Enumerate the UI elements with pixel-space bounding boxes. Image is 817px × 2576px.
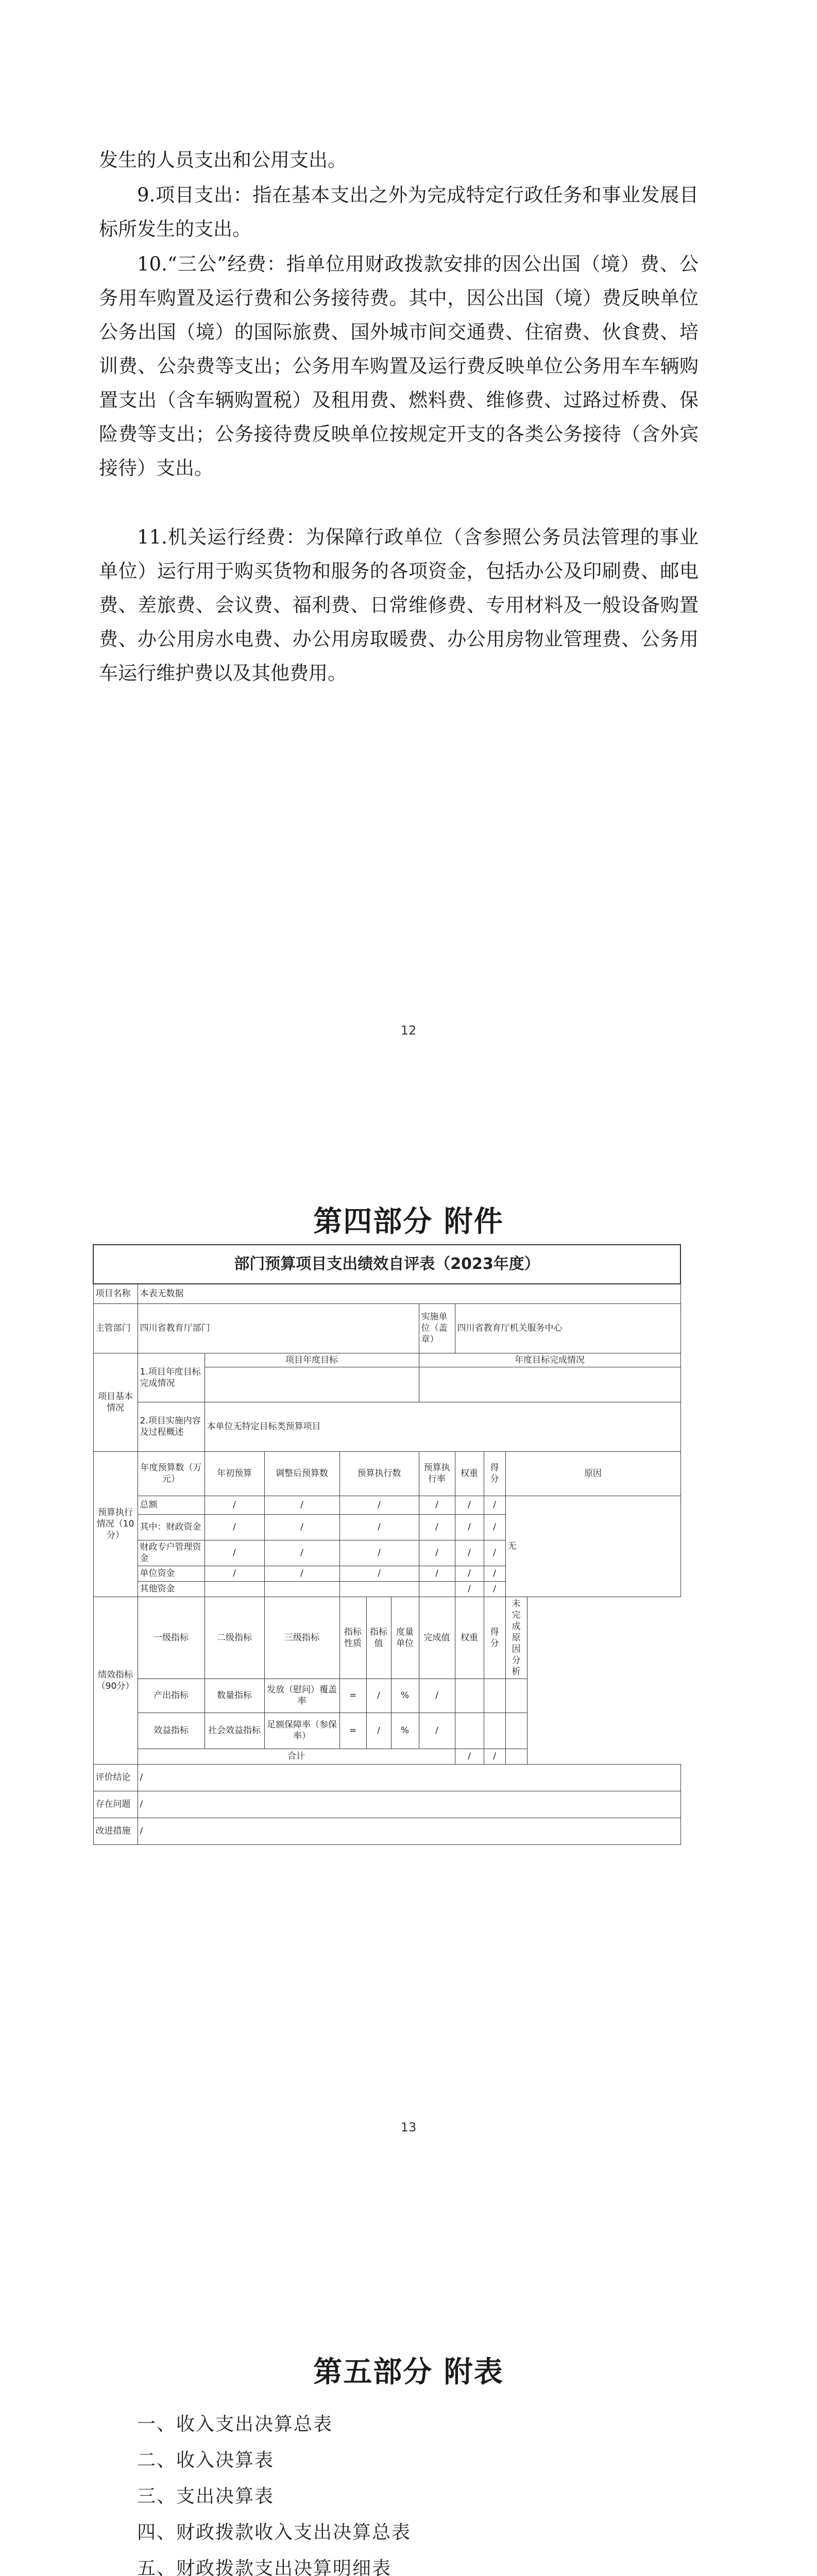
content-label: 2.项目实施内容及过程概述 — [138, 1402, 205, 1451]
budget-cell — [419, 1581, 455, 1597]
perf-cell: 发放（慰问）覆盖率 — [264, 1679, 339, 1713]
budget-cell: / — [264, 1496, 339, 1514]
budget-cell: / — [484, 1581, 505, 1597]
annex-item: 四、财政拨款收入支出决算总表 — [137, 2522, 412, 2543]
budget-cell: / — [419, 1566, 455, 1581]
budget-cell: / — [484, 1514, 505, 1540]
page-14 — [0, 2312, 817, 2576]
performance-self-evaluation-table — [93, 1244, 681, 1845]
budget-cell: / — [484, 1566, 505, 1581]
project-name-value: 本表无数据 — [138, 1284, 680, 1303]
budget-row-label: 其他资金 — [138, 1581, 205, 1597]
dept-label: 主管部门 — [93, 1303, 138, 1353]
annex-item: 五、财政拨款支出决算明细表 — [137, 2558, 392, 2576]
issue-label: 存在问题 — [93, 1791, 138, 1818]
budget-cell: / — [484, 1496, 505, 1514]
budget-header: 原因 — [505, 1451, 680, 1496]
perf-cell: 数量指标 — [205, 1679, 264, 1713]
eval-conclusion-label: 评价结论 — [93, 1764, 138, 1791]
budget-cell: / — [264, 1566, 339, 1581]
goal-done-cell — [419, 1367, 680, 1402]
budget-cell: / — [339, 1566, 419, 1581]
perf-cell: 社会效益指标 — [205, 1713, 264, 1749]
perf-cell: % — [391, 1713, 419, 1749]
goal-label: 1.项目年度目标完成情况 — [138, 1353, 205, 1402]
perf-cell: / — [419, 1679, 455, 1713]
perf-cell: 产出指标 — [138, 1679, 205, 1713]
perf-header: 二级指标 — [205, 1597, 264, 1679]
perf-header: 完成值 — [419, 1597, 455, 1679]
budget-cell: / — [339, 1540, 419, 1566]
perf-cell: / — [366, 1679, 391, 1713]
budget-cell: / — [419, 1514, 455, 1540]
goal-col-done: 年度目标完成情况 — [419, 1353, 680, 1367]
perf-cell: 效益指标 — [138, 1713, 205, 1749]
impl-label: 实施单位（盖章） — [419, 1303, 455, 1353]
budget-cell: / — [455, 1514, 484, 1540]
page-13 — [0, 1156, 817, 2312]
budget-cell: / — [205, 1566, 264, 1581]
perf-header: 三级指标 — [264, 1597, 339, 1679]
budget-cell — [205, 1581, 264, 1597]
budget-cell: / — [484, 1540, 505, 1566]
budget-header: 权重 — [455, 1451, 484, 1496]
budget-cell: / — [455, 1581, 484, 1597]
measure-label: 改进措施 — [93, 1818, 138, 1844]
budget-cell — [264, 1581, 339, 1597]
budget-cell: / — [455, 1540, 484, 1566]
annex-item: 三、支出决算表 — [137, 2486, 275, 2507]
impl-value: 四川省教育厅机关服务中心 — [455, 1303, 680, 1353]
budget-cell: / — [339, 1514, 419, 1540]
budget-cell — [339, 1581, 419, 1597]
budget-cell: / — [264, 1540, 339, 1566]
budget-row-label: 财政专户管理资金 — [138, 1540, 205, 1566]
measure-value: / — [138, 1818, 680, 1844]
perf-header: 得分 — [484, 1597, 505, 1679]
perf-cell: / — [419, 1713, 455, 1749]
table-title: 部门预算项目支出绩效自评表（2023年度） — [93, 1245, 680, 1284]
perf-cell: = — [339, 1679, 366, 1713]
paragraph-item-9: 9.项目支出：指在基本支出之外为完成特定行政任务和事业发展目标所发生的支出。 — [99, 184, 699, 240]
part-title: 第五部分 附表 — [313, 2355, 504, 2389]
dept-value: 四川省教育厅部门 — [138, 1303, 419, 1353]
page-12 — [0, 0, 817, 1156]
annex-list — [137, 2406, 568, 2576]
annex-item: 一、收入支出决算总表 — [137, 2414, 333, 2435]
content-value: 本单位无特定目标类预算项目 — [205, 1402, 680, 1451]
budget-cell: / — [455, 1566, 484, 1581]
perf-cell: = — [339, 1713, 366, 1749]
budget-header: 年度预算数（万元） — [138, 1451, 205, 1496]
budget-cell: / — [419, 1496, 455, 1514]
goal-target-cell — [205, 1367, 419, 1402]
budget-label: 预算执行情况（10分） — [93, 1451, 138, 1597]
perf-cell — [455, 1679, 484, 1713]
budget-cell: / — [264, 1514, 339, 1540]
basic-info-label: 项目基本情况 — [93, 1353, 138, 1451]
perf-cell: % — [391, 1679, 419, 1713]
budget-cell: / — [205, 1540, 264, 1566]
part-title: 第四部分 附件 — [313, 1205, 504, 1239]
perf-cell — [455, 1713, 484, 1749]
budget-cell: / — [419, 1540, 455, 1566]
perf-header: 未完成原因分析 — [505, 1597, 527, 1679]
page-number: 12 — [400, 1023, 417, 1038]
budget-cell: / — [205, 1514, 264, 1540]
perf-header: 指标性质 — [339, 1597, 366, 1679]
perf-header: 度量单位 — [391, 1597, 419, 1679]
page-number: 13 — [400, 2120, 417, 2134]
total-label: 合计 — [138, 1749, 455, 1764]
perf-header: 权重 — [455, 1597, 484, 1679]
perf-cell: 足额保障率（参保率） — [264, 1713, 339, 1749]
paragraph-item-11: 11.机关运行经费：为保障行政单位（含参照公务员法管理的事业单位）运行用于购买货物和服务的各项资金，包括办公及印刷费、邮电费、差旅费、会议费、福利费、日常维修费、专用材料及一般设备购置费、办公用房水电费、办公用房取暖费、办公用房物业管理费、公务用车运行维护费以及其他费用。 — [99, 526, 699, 684]
budget-header: 年初预算 — [205, 1451, 264, 1496]
budget-header: 预算执行数 — [339, 1451, 419, 1496]
perf-cell — [484, 1713, 505, 1749]
project-name-label: 项目名称 — [93, 1284, 138, 1303]
budget-cell: / — [455, 1496, 484, 1514]
budget-row-label: 其中：财政资金 — [138, 1514, 205, 1540]
paragraph-continuation: 发生的人员支出和公用支出。 — [99, 149, 347, 171]
perf-header: 一级指标 — [138, 1597, 205, 1679]
budget-row-label: 总额 — [138, 1496, 205, 1514]
perf-cell — [505, 1713, 527, 1749]
budget-reason: 无 — [505, 1496, 680, 1597]
perf-cell — [505, 1679, 527, 1713]
annex-item: 二、收入决算表 — [137, 2450, 275, 2471]
perf-cell — [484, 1679, 505, 1713]
budget-cell: / — [205, 1496, 264, 1514]
perf-cell: / — [366, 1713, 391, 1749]
perf-label: 绩效指标（90分） — [93, 1597, 138, 1764]
goal-col-target: 项目年度目标 — [205, 1353, 419, 1367]
paragraph-item-10: 10.“三公”经费：指单位用财政拨款安排的因公出国（境）费、公务用车购置及运行费和公务接待费。其中，因公出国（境）费反映单位公务出国（境）的国际旅费、国外城市间交通费、住宿费、伙食费、培训费、公杂费等支出；公务用车购置及运行费反映单位公务用车车辆购置支出（含车辆购置税）及租用费、燃料费、维修费、过路过桥费、保险费等支出；公务接待费反映单位按规定开支的各类公务接待（含外宾接待）支出。 — [99, 253, 699, 479]
budget-header: 得分 — [484, 1451, 505, 1496]
total-note — [505, 1749, 527, 1764]
perf-header: 指标值 — [366, 1597, 391, 1679]
budget-header: 调整后预算数 — [264, 1451, 339, 1496]
eval-conclusion-value: / — [138, 1764, 680, 1791]
total-weight: / — [455, 1749, 484, 1764]
total-score: / — [484, 1749, 505, 1764]
budget-header: 预算执行率 — [419, 1451, 455, 1496]
budget-row-label: 单位资金 — [138, 1566, 205, 1581]
issue-value: / — [138, 1791, 680, 1818]
budget-cell: / — [339, 1496, 419, 1514]
